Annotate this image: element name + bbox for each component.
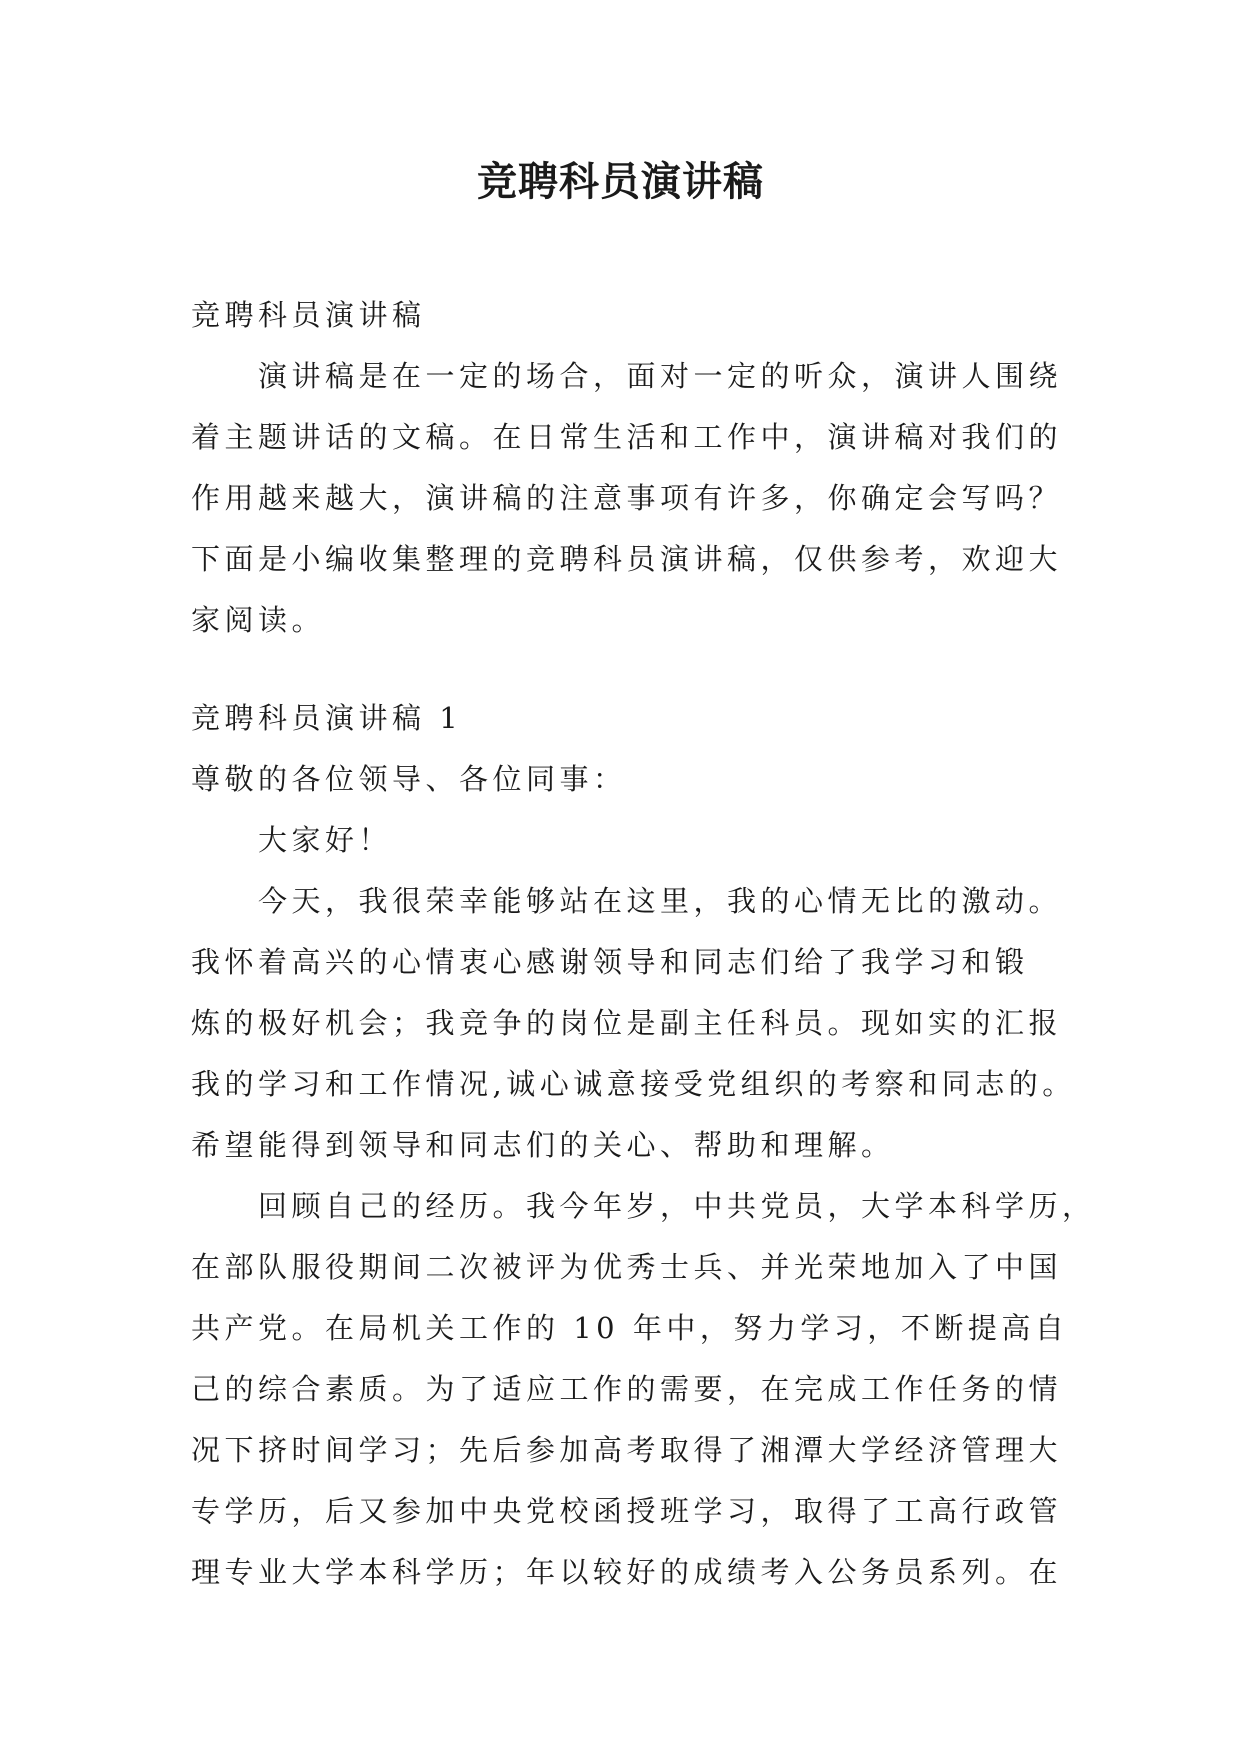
paragraph-line: 共产党。在局机关工作的 10 年中，努力学习，不断提高自 [191, 1311, 1069, 1345]
intro-section [191, 285, 1063, 651]
intro-line: 下面是小编收集整理的竞聘科员演讲稿，仅供参考，欢迎大 [191, 542, 1063, 576]
document-title: 竞聘科员演讲稿 [477, 158, 764, 205]
speech-paragraph-2 [191, 1176, 1096, 1603]
greeting-text: 大家好！ [258, 823, 393, 857]
intro-heading: 竞聘科员演讲稿 [191, 298, 426, 332]
paragraph-line: 炼的极好机会；我竞争的岗位是副主任科员。现如实的汇报 [191, 1006, 1063, 1040]
intro-paragraph [191, 346, 1063, 651]
paragraph-line: 回顾自己的经历。我今年岁，中共党员，大学本科学历， [258, 1189, 1096, 1223]
speech-paragraph-1 [191, 871, 1076, 1176]
greeting [191, 810, 1053, 871]
intro-line: 作用越来越大，演讲稿的注意事项有许多，你确定会写吗？ [191, 481, 1063, 515]
paragraph-line: 今天，我很荣幸能够站在这里，我的心情无比的激动。 [258, 884, 1063, 918]
paragraph-line: 我怀着高兴的心情衷心感谢领导和同志们给了我学习和锻 [191, 945, 1029, 979]
paragraph-line: 我的学习和工作情况,诚心诚意接受党组织的考察和同志的。 [191, 1067, 1076, 1101]
paragraph-line: 专学历，后又参加中央党校函授班学习，取得了工高行政管 [191, 1494, 1063, 1528]
paragraph-line: 希望能得到领导和同志们的关心、帮助和理解。 [191, 1128, 895, 1162]
intro-line: 着主题讲话的文稿。在日常生活和工作中，演讲稿对我们的 [191, 420, 1063, 454]
paragraph-line: 况下挤时间学习；先后参加高考取得了湘潭大学经济管理大 [191, 1433, 1063, 1467]
salutation: 尊敬的各位领导、各位同事： [191, 762, 627, 796]
section-heading: 竞聘科员演讲稿 1 [191, 701, 463, 735]
paragraph-line: 理专业大学本科学历；年以较好的成绩考入公务员系列。在 [191, 1555, 1063, 1589]
paragraph-line: 在部队服役期间二次被评为优秀士兵、并光荣地加入了中国 [191, 1250, 1063, 1284]
speech-section [191, 688, 1096, 1603]
intro-line: 演讲稿是在一定的场合，面对一定的听众，演讲人围绕 [258, 359, 1063, 393]
paragraph-line: 己的综合素质。为了适应工作的需要，在完成工作任务的情 [191, 1372, 1063, 1406]
intro-line: 家阅读。 [191, 603, 326, 637]
